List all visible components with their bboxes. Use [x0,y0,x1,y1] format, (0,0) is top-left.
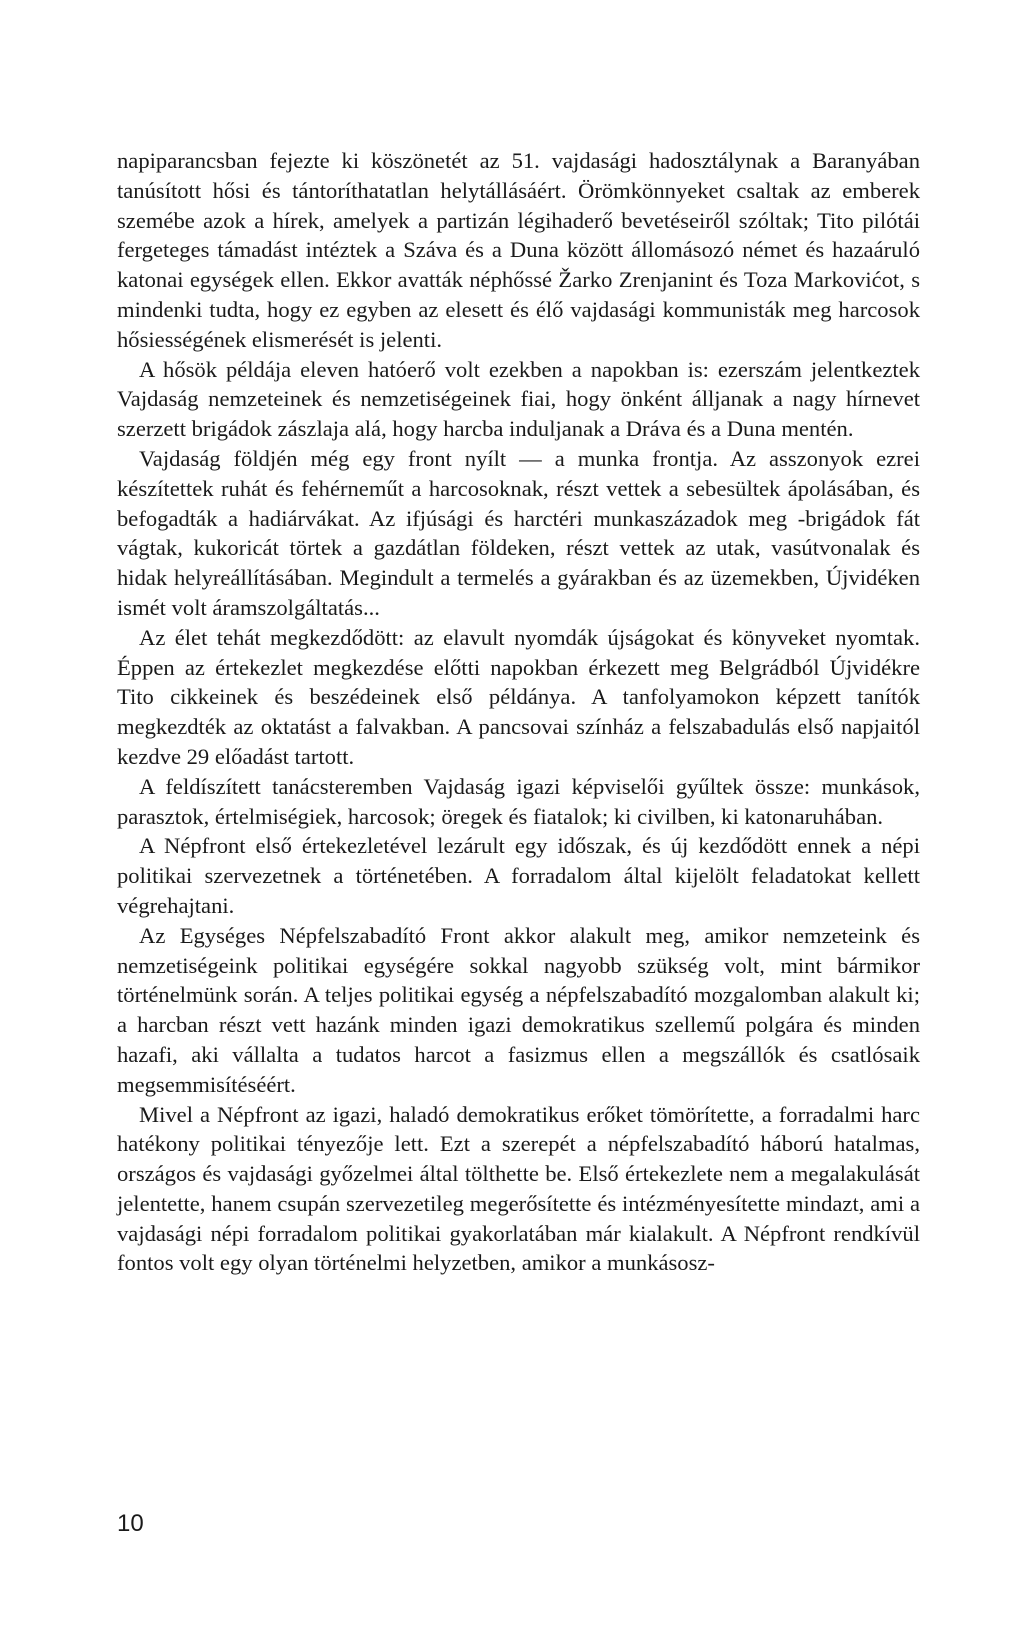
paragraph-work-front: Vajdaság földjén még egy front nyílt — a munka frontja. Az asszonyok ezrei készítettek ruhát és fehérneműt a harcosoknak, részt vettek a sebesültek ápolásában, és befogadták a hadiárvákat. Az ifjúsági és harctéri munkaszázadok meg -brigádok fát vágtak, kukoricát törtek a gazdátlan földeken, részt vettek az utak, vasútvonalak és hidak helyreállításában. Megindult a termelés a gyárakban és az üzemekben, Újvidéken ismét volt áramszolgáltatás... [117,445,920,620]
paragraph-first-conference: A Népfront első értekezletével lezárult egy időszak, és új kezdődött ennek a népi politikai szervezetnek a történetében. A forradalom által kijelölt feladatokat kellett végrehajtani. [117,833,920,918]
page-number: 10 [117,1510,144,1537]
paragraph-popular-front-role: Mivel a Népfront az igazi, haladó demokratikus erőket tömörítette, a forradalmi harc hatékony politikai tényezője lett. Ezt a szerepét a népfelszabadító háború hatalmas, országos és vajdasági győzelmei által tölthette be. Első értekezlete nem a megalakulását jelentette, hanem csupán szervezetileg megerősítette és intézményesítette mindazt, ami a vajdasági népi forradalom politikai gyakorlatában már kialakult. A Népfront rendkívül fontos volt egy olyan történelmi helyzetben, amikor a munkásosz- [117,1101,920,1276]
paragraph-council-hall: A feldíszített tanácsteremben Vajdaság igazi képviselői gyűltek össze: munkások, parasztok, értelmiségiek, harcosok; öregek és fiatalok; ki civilben, ki katonaruhában. [117,773,920,829]
paragraph-life-began: Az élet tehát megkezdődött: az elavult nyomdák újságokat és könyveket nyomtak. Éppen az értekezlet megkezdése előtti napokban érkezett meg Belgrádból Újvidékre Tito cikkeinek és beszédeinek első példánya. A tanfolyamokon képzett tanítók megkezdték az oktatást a falvakban. A pancsovai színház a felszabadulás első napjaitól kezdve 29 előadást tartott. [117,624,920,769]
page-body [117,146,920,1278]
paragraph-heroes-example: A hősök példája eleven hatóerő volt ezekben a napokban is: ezerszám jelentkeztek Vajdaság nemzeteinek és nemzetiségeinek fiai, hogy önként álljanak a nagy hírnevet szerzett brigádok zászlaja alá, hogy harcba induljanak a Dráva és a Duna mentén. [117,356,920,442]
paragraph-unified-front: Az Egységes Népfelszabadító Front akkor alakult meg, amikor nemzeteink és nemzetiségeink politikai egységére sokkal nagyobb szükség volt, mint bármikor történelmünk során. A teljes politikai egység a népfelszabadító mozgalomban alakult ki; a harcban részt vett hazánk minden igazi demokratikus szellemű polgára és minden hazafi, aki vállalta a tudatos harcot a fasizmus ellen a megszállók és csatlósaik megsemmisítéséért. [117,922,920,1097]
paragraph-continuation: napiparancsban fejezte ki köszönetét az 51. vajdasági hadosztálynak a Baranyában tanúsított hősi és tántoríthatatlan helytállásáért. Örömkönnyeket csaltak az emberek szemébe azok a hírek, amelyek a partizán légihaderő bevetéseiről szóltak; Tito pilótái fergeteges támadást intéztek a Száva és a Duna között állomásozó német és hazaáruló katonai egységek ellen. Ekkor avatták néphőssé Žarko Zrenjanint és Toza Markovićot, s mindenki tudta, hogy ez egyben az elesett és élő vajdasági kommunisták meg harcosok hősiességének elismerését is jelenti. [117,148,920,352]
